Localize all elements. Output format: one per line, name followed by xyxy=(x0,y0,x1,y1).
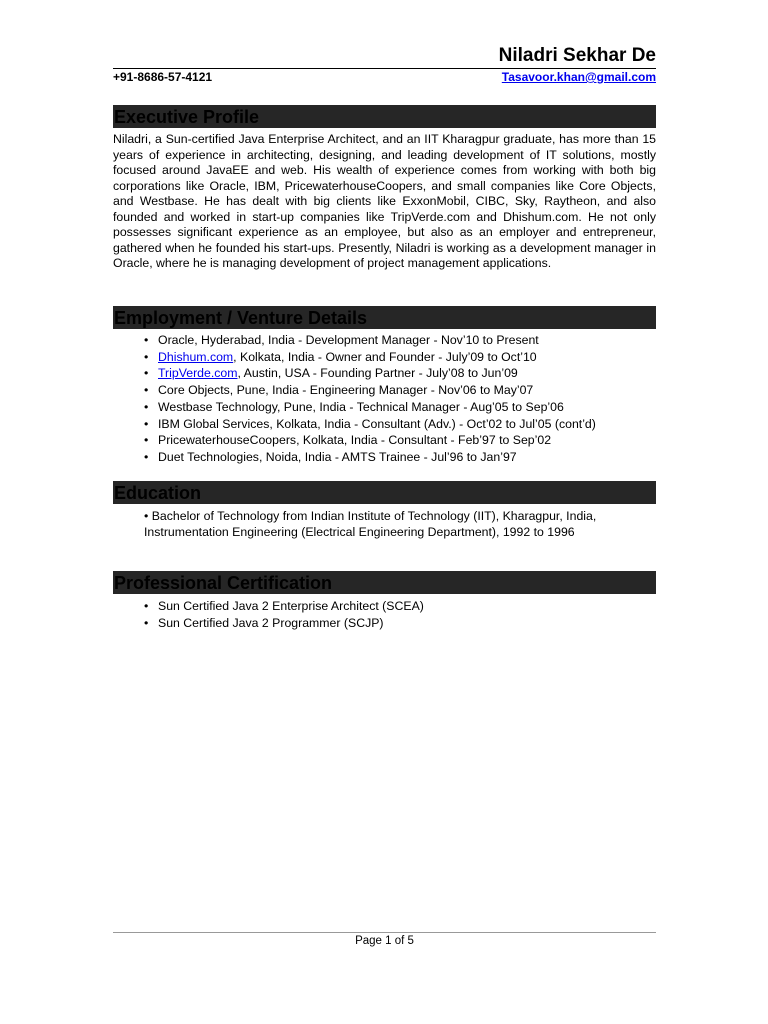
candidate-name: Niladri Sekhar De xyxy=(498,45,656,66)
list-item xyxy=(113,449,656,466)
section-header-executive-profile: Executive Profile xyxy=(113,105,656,128)
employment-text: , Austin, USA - Founding Partner - July’08 to Jun’09 xyxy=(237,366,518,381)
employment-text: , Kolkata, India - Owner and Founder - July’09 to Oct’10 xyxy=(233,349,537,364)
page-number: Page 1 of 5 xyxy=(355,935,414,947)
list-item xyxy=(113,332,656,349)
list-item xyxy=(113,615,656,632)
bullet-icon: • xyxy=(144,615,149,630)
bullet-icon: • xyxy=(144,433,149,448)
tripverde-link[interactable]: TripVerde.com xyxy=(158,366,238,381)
list-item xyxy=(113,349,656,366)
bullet-icon: • xyxy=(144,399,149,414)
section-header-certification: Professional Certification xyxy=(113,571,656,594)
education-item: • Bachelor of Technology from Indian Institute of Technology (IIT), Kharagpur, India, Instrumentation Engineering (Electrical Engineering Department), 1992 to 1996 xyxy=(144,509,597,539)
certification-text: Sun Certified Java 2 Enterprise Architect (SCEA) xyxy=(158,599,424,613)
bullet-icon: • xyxy=(144,383,149,398)
footer-divider xyxy=(113,932,656,933)
resume-page xyxy=(113,0,656,1024)
section-header-education: Education xyxy=(113,481,656,504)
list-item xyxy=(113,365,656,382)
section-header-employment: Employment / Venture Details xyxy=(113,306,656,329)
dhishum-link[interactable]: Dhishum.com xyxy=(158,349,234,364)
list-item xyxy=(113,382,656,399)
bullet-icon: • xyxy=(144,449,149,464)
certification-list xyxy=(113,598,656,631)
executive-profile-text: Niladri, a Sun-certified Java Enterprise Architect, and an IIT Kharagpur graduate, has more than 15 years of experience in architecting, designing, and leading development of IT solutions, mostly focused around JavaEE and web. His wealth of experience comes from working with both big corporations like Oracle, IBM, PricewaterhouseCoopers, and small companies like Core Objects, and Westbase. He has dealt with big clients like ExxonMobil, CIBC, Sky, Raytheon, and also founded and worked in start-up companies like TripVerde.com and Dhishum.com. He not only possesses significant experience as an employee, but also as an employer and entrepreneur, gathered when he founded his start-ups. Presently, Niladri is working as a development manager in Oracle, where he is managing development of project management applications. xyxy=(113,132,656,270)
list-item xyxy=(113,416,656,433)
employment-list xyxy=(113,332,656,466)
employment-text: Westbase Technology, Pune, India - Technical Manager - Aug’05 to Sep’06 xyxy=(158,399,564,414)
employment-text: Duet Technologies, Noida, India - AMTS Trainee - Jul’96 to Jan’97 xyxy=(158,449,517,464)
certification-text: Sun Certified Java 2 Programmer (SCJP) xyxy=(158,615,384,630)
header-divider xyxy=(113,68,656,69)
bullet-icon: • xyxy=(144,366,149,381)
bullet-icon: • xyxy=(144,416,149,431)
bullet-icon: • xyxy=(144,349,149,364)
list-item xyxy=(113,432,656,449)
list-item xyxy=(113,399,656,416)
bullet-icon: • xyxy=(144,599,149,613)
bullet-icon: • xyxy=(144,333,149,347)
employment-text: IBM Global Services, Kolkata, India - Consultant (Adv.) - Oct’02 to Jul’05 (cont’d) xyxy=(158,416,596,431)
email-link[interactable]: Tasavoor.khan@gmail.com xyxy=(501,70,656,84)
list-item xyxy=(113,598,656,615)
phone-number: +91-8686-57-4121 xyxy=(113,70,213,84)
employment-text: PricewaterhouseCoopers, Kolkata, India - Consultant - Feb’97 to Sep’02 xyxy=(158,433,552,448)
employment-text: Core Objects, Pune, India - Engineering Manager - Nov’06 to May’07 xyxy=(158,383,534,398)
employment-text: Oracle, Hyderabad, India - Development Manager - Nov’10 to Present xyxy=(158,333,539,347)
